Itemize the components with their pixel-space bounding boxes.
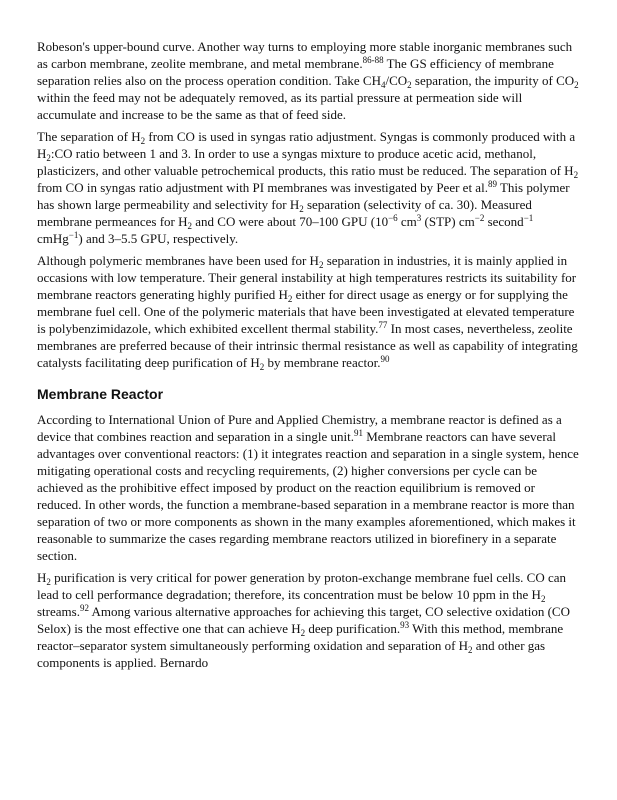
paragraph-polymeric xyxy=(37,252,582,371)
text: streams. xyxy=(37,604,80,619)
citation: 92 xyxy=(79,603,89,613)
subscript: 2 xyxy=(407,80,412,90)
subscript: 2 xyxy=(46,577,51,587)
text: cmHg xyxy=(37,231,69,246)
text: separation in industries, it is mainly applied in occasions with low temperature. Their general instability at high temperatures restricts its suitability for membrane reactors generating highly purified H xyxy=(37,253,577,302)
text: from CO in syngas ratio adjustment with PI membranes was investigated by Peer et al. xyxy=(37,180,488,195)
text: within the feed may not be adequately removed, as its partial pressure at permeation side will accumulate and increase to be the same as that of feed side. xyxy=(37,90,523,122)
superscript: −1 xyxy=(68,230,79,240)
superscript: −6 xyxy=(388,213,398,223)
subscript: 2 xyxy=(574,80,579,90)
text: from CO is used in syngas ratio adjustment. Syngas is commonly produced with a H xyxy=(37,129,576,161)
paragraph-robeson xyxy=(37,38,582,123)
subscript: 2 xyxy=(468,645,473,655)
section-heading: Membrane Reactor xyxy=(37,386,164,402)
text: by membrane reactor. xyxy=(264,355,381,370)
superscript: −2 xyxy=(474,213,485,223)
subscript: 2 xyxy=(46,153,51,163)
text: second xyxy=(484,214,524,229)
text: and CO were about 70–100 GPU (10 xyxy=(192,214,389,229)
text: (STP) cm xyxy=(421,214,475,229)
citation: 86-88 xyxy=(362,55,384,65)
citation: 89 xyxy=(487,179,497,189)
subscript: 2 xyxy=(259,362,265,372)
citation: 93 xyxy=(400,620,410,630)
text: Robeson's upper-bound curve. Another way turns to employing more stable inorganic membranes such as carbon membrane, zeolite membrane, and metal membrane. xyxy=(37,39,573,71)
text: ) and 3–5.5 GPU, respectively. xyxy=(78,231,239,246)
text: and other gas components is applied. Bernardo xyxy=(37,638,546,670)
text: This polymer has shown large permeability and selectivity for H xyxy=(37,180,570,212)
citation: 90 xyxy=(380,354,390,364)
superscript: −1 xyxy=(523,213,534,223)
subscript: 2 xyxy=(540,594,546,604)
subscript: 2 xyxy=(299,204,304,214)
subscript: 4 xyxy=(380,80,386,90)
text: cm xyxy=(397,214,417,229)
text: According to International Union of Pure and Applied Chemistry, a membrane reactor is defined as a device that combines reaction and separation in a single unit. xyxy=(37,412,562,444)
text: :CO ratio between 1 and 3. In order to use a syngas mixture to produce acetic acid, methanol, plasticizers, and other valuable petrochemical products, this ratio must be reduced. The separation of H xyxy=(37,146,574,178)
text: The separation of H xyxy=(37,129,141,144)
text: The GS efficiency of membrane separation relies also on the process operation condition. Take CH xyxy=(37,56,554,88)
text: purification is very critical for power generation by proton-exchange membrane fuel cells. CO can lead to cell performance degradation; therefore, its concentration must be below 10 ppm in the H xyxy=(37,570,566,602)
text: separation, the impurity of CO xyxy=(411,73,575,88)
text: In most cases, nevertheless, zeolite membranes are preferred because of their intrinsic thermal resistance as well as capability of integrating catalysts facilitating deep purification of H xyxy=(37,321,578,370)
superscript: 3 xyxy=(416,213,422,223)
text: Although polymeric membranes have been used for H xyxy=(37,253,319,268)
subscript: 2 xyxy=(140,136,146,146)
text: /CO xyxy=(385,73,408,88)
paragraph-h2-purification xyxy=(37,569,582,671)
subscript: 2 xyxy=(573,170,579,180)
text: either for direct usage as energy or for supplying the membrane fuel cell. One of the polymeric materials that have been investigated at elevated temperature is polybenzimidazole, which exhibited excellent thermal stability. xyxy=(37,287,575,336)
text: With this method, membrane reactor–separator system simultaneously performing oxidation and separation of H xyxy=(37,621,564,653)
subscript: 2 xyxy=(287,294,293,304)
subscript: 2 xyxy=(187,221,193,231)
text: deep purification. xyxy=(305,621,401,636)
citation: 77 xyxy=(378,320,388,330)
text: H xyxy=(37,570,47,585)
text: Among various alternative approaches for achieving this target, CO selective oxidation (CO Selox) is the most effective one that can achieve H xyxy=(37,604,570,636)
document-page xyxy=(37,38,582,676)
subscript: 2 xyxy=(300,628,306,638)
text: Membrane reactors can have several advantages over conventional reactors: (1) it integrates reaction and separation in a single system, hence mitigating operational costs and recycling requirements, (2) higher conversions per cycle can be achieved as the prohibitive effect imposed by product on the reaction equilibrium is removed or reduced. In other words, the function a membrane-based separation in a membrane reactor is more than separation of two or more components as shown in the many examples aforementioned, which makes it reasonable to summarize the cases regarding membrane reactors utilized in biorefinery in a separate section. xyxy=(37,429,579,563)
citation: 91 xyxy=(353,428,363,438)
text: separation (selectivity of ca. 30). Measured membrane permeances for H xyxy=(37,197,532,229)
paragraph-syngas xyxy=(37,128,582,247)
subscript: 2 xyxy=(318,260,324,270)
paragraph-iupac xyxy=(37,411,582,564)
